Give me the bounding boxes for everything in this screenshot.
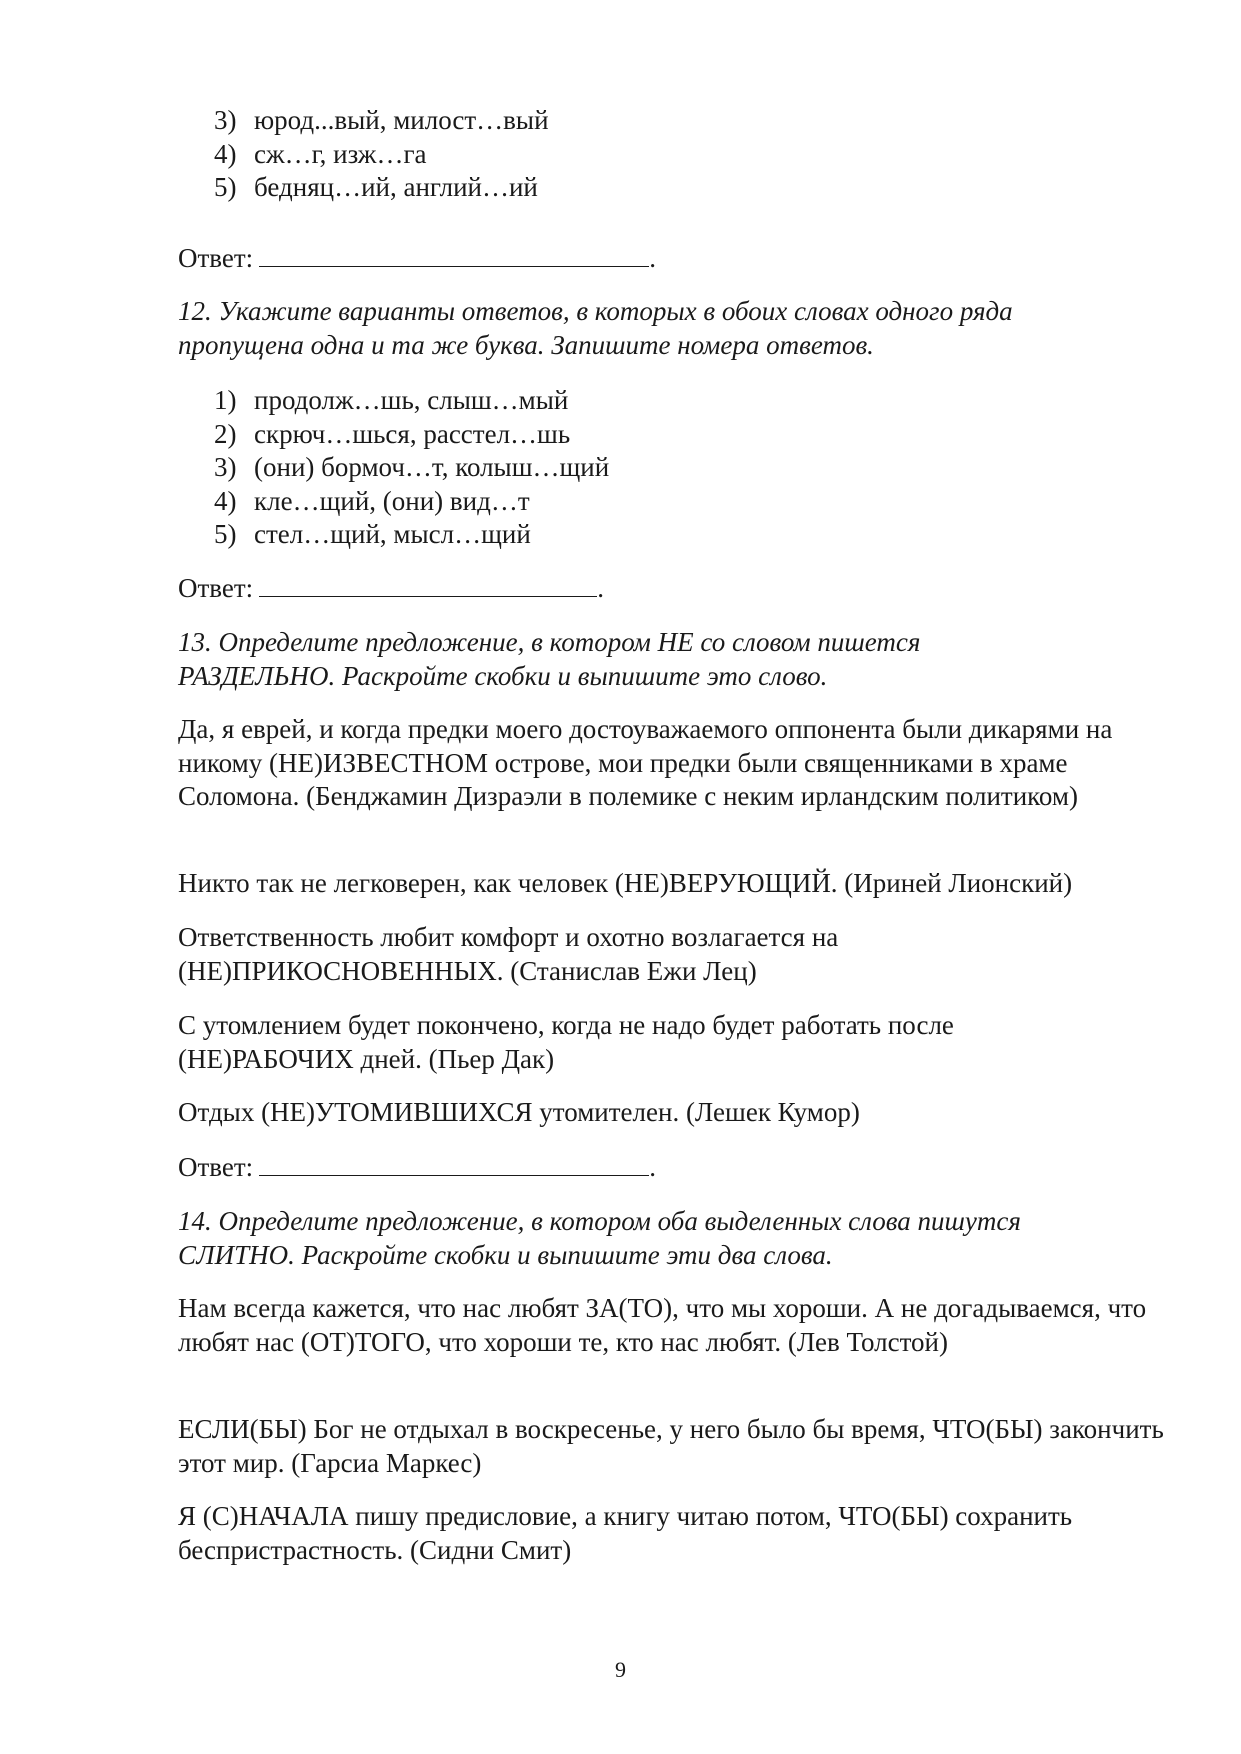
list-item: 1) продолж…шь, слыш…мый (214, 385, 569, 415)
q14-sentence-1: Нам всегда кажется, что нас любят ЗА(ТО), что мы хороши. А не догадываемся, что любят нас (ОТ)ТОГО, что хороши те, кто нас любят. (Лев Толстой) (178, 1293, 1147, 1357)
question-14: 14. Определите предложение, в котором оба выделенных слова пишутся СЛИТНО. Раскройте скобки и выпишите эти два слова. (178, 1206, 1021, 1270)
q14-sentence-2: ЕСЛИ(БЫ) Бог не отдыхал в воскресенье, у него было бы время, ЧТО(БЫ) закончить этот мир. (Гарсиа Маркес) (178, 1414, 1164, 1478)
list-item: 2) скрюч…шься, расстел…шь (214, 418, 571, 449)
q12-options-list (214, 384, 609, 552)
q13-sentence-2: Никто так не легковерен, как человек (НЕ)ВЕРУЮЩИЙ. (Ириней Лионский) (178, 868, 1073, 898)
answer-line-q12: Ответ: . (178, 573, 604, 603)
list-item: 5) бедняц…ий, англий…ий (214, 172, 538, 202)
list-item: 4) сж…г, изж…га (214, 138, 427, 169)
q13-sentence-5: Отдых (НЕ)УТОМИВШИХСЯ утомителен. (Лешек Кумор) (178, 1097, 860, 1127)
q13-sentence-3: Ответственность любит комфорт и охотно возлагается на (НЕ)ПРИКОСНОВЕННЫХ. (Станислав Ежи Лец) (178, 922, 839, 986)
answer-line-q13: Ответ: . (178, 1152, 656, 1182)
answer-blank[interactable] (259, 571, 597, 597)
page-number: 9 (615, 1657, 626, 1682)
list-item: 3) (они) бормоч…т, колыш…щий (214, 452, 610, 482)
question-12: 12. Укажите варианты ответов, в которых в обоих словах одного ряда пропущена одна и та же буква. Запишите номера ответов. (178, 296, 1013, 360)
q13-sentence-1: Да, я еврей, и когда предки моего достоуважаемого оппонента были дикарями на никому (НЕ)ИЗВЕСТНОМ острове, мои предки были священниками в храме Соломона. (Бенджамин Дизраэли в полемике с неким ирландским политиком) (178, 714, 1113, 811)
answer-blank[interactable] (259, 241, 649, 267)
list-item: 3) юрод...вый, милост…вый (214, 105, 549, 135)
list-item: 4) кле…щий, (они) вид…т (214, 485, 530, 516)
question-13: 13. Определите предложение, в котором НЕ со словом пишется РАЗДЕЛЬНО. Раскройте скобки и выпишите это слово. (178, 627, 921, 691)
q13-sentence-4: С утомлением будет покончено, когда не надо будет работать после (НЕ)РАБОЧИХ дней. (Пьер Дак) (178, 1010, 954, 1074)
q11-options-list (214, 104, 549, 205)
answer-blank[interactable] (259, 1150, 649, 1176)
answer-line-q11: Ответ: . (178, 243, 656, 273)
q14-sentence-3: Я (С)НАЧАЛА пишу предисловие, а книгу читаю потом, ЧТО(БЫ) сохранить беспристрастность. (Сидни Смит) (178, 1501, 1073, 1565)
list-item: 5) стел…щий, мысл…щий (214, 519, 531, 549)
